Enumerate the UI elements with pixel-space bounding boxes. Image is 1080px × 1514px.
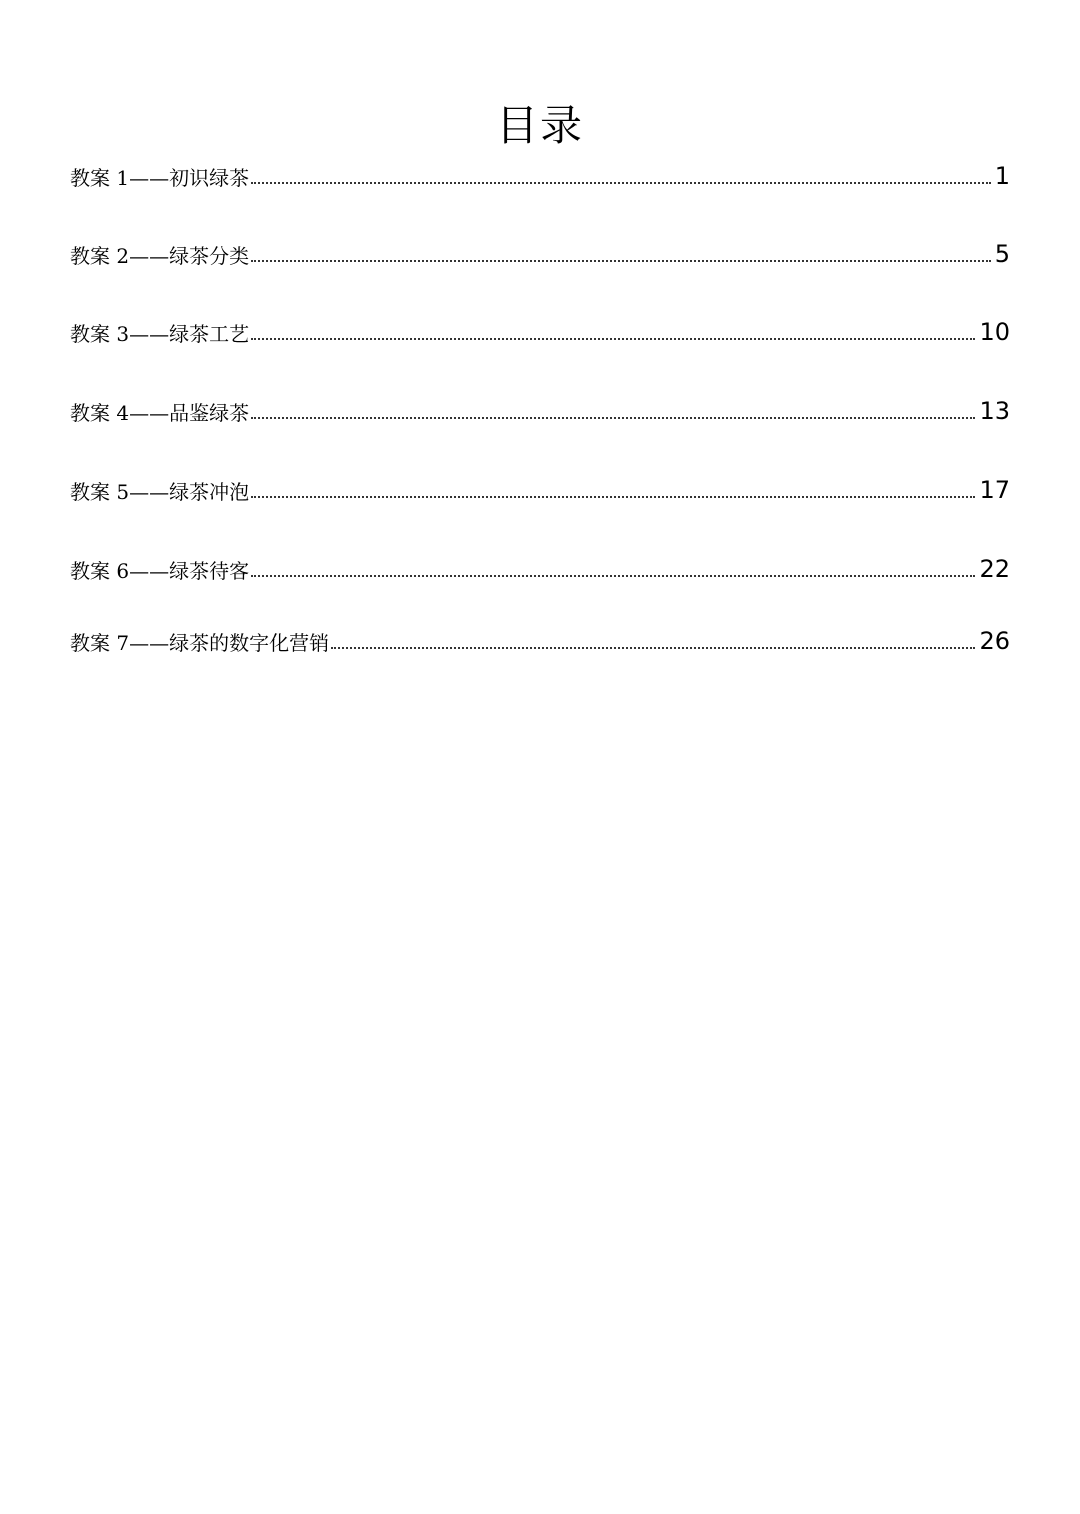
toc-entry-label: 教案 2——绿茶分类 (70, 244, 250, 268)
toc-entry-label: 教案 6——绿茶待客 (70, 559, 250, 583)
toc-entry[interactable] (70, 157, 1010, 191)
toc-entry[interactable] (70, 471, 1010, 505)
toc-entry[interactable] (70, 392, 1010, 426)
toc-entry[interactable] (70, 622, 1010, 656)
dot-leader (251, 417, 975, 419)
toc-entry-label: 教案 7——绿茶的数字化营销 (70, 631, 330, 655)
toc-entry-page-number: 26 (979, 627, 1010, 655)
dot-leader (331, 647, 975, 649)
toc-entry-page-number: 1 (994, 162, 1010, 190)
toc-entry[interactable] (70, 313, 1010, 347)
dot-leader (251, 575, 975, 577)
dot-leader (251, 182, 991, 184)
toc-entry-label: 教案 1——初识绿茶 (70, 166, 250, 190)
page-title: 目录 (495, 101, 584, 151)
toc-entry[interactable] (70, 550, 1010, 584)
dot-leader (251, 496, 975, 498)
toc-entry-page-number: 5 (994, 240, 1010, 268)
toc-entry-page-number: 17 (979, 476, 1010, 504)
toc-entry-page-number: 22 (979, 555, 1010, 583)
dot-leader (251, 338, 975, 340)
toc-entry-label: 教案 5——绿茶冲泡 (70, 480, 250, 504)
dot-leader (251, 260, 991, 262)
toc-entry-page-number: 10 (979, 318, 1010, 346)
toc-entry-label: 教案 4——品鉴绿茶 (70, 401, 250, 425)
toc-entry-label: 教案 3——绿茶工艺 (70, 322, 250, 346)
toc-entry[interactable] (70, 235, 1010, 269)
toc-entry-page-number: 13 (979, 397, 1010, 425)
